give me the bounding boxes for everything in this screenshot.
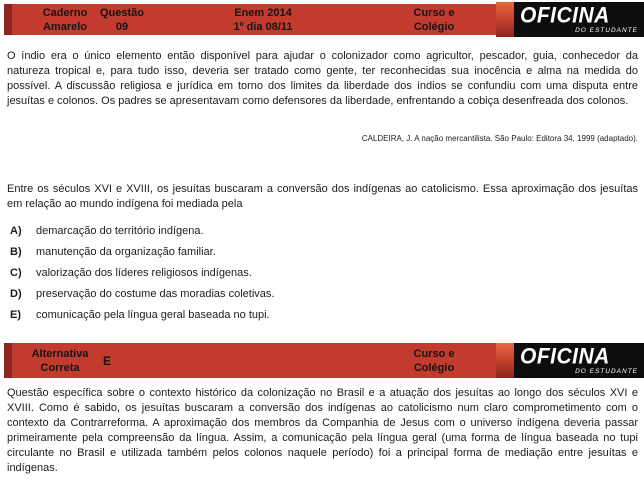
option-text: valorização dos líderes religiosos indígenas. [36, 267, 252, 279]
logo-subtitle: DO ESTUDANTE [575, 26, 638, 34]
questao-label: Questão [99, 6, 145, 19]
exam-date: 1º dia 08/11 [233, 20, 293, 33]
logo-wordmark: OFICINA [520, 2, 610, 28]
source-citation: CALDEIRA, J. A nação mercantilista. São Paulo: Editora 34, 1999 (adaptado). [361, 134, 638, 143]
curso-colegio-label [414, 347, 455, 375]
questao-field [100, 6, 144, 34]
options-list [10, 224, 630, 329]
logo-accent-stripe [496, 2, 514, 37]
passage-text: O índio era o único elemento então disponível para ajudar o colonizador como agricultor, pescador, guia, conhecedor da natureza tropical e, para tudo isso, deveria ser tratado como gente, ter reconhecidas sua inocência e alma na medida do possível. A discussão religiosa e jurídica em torno dos limites da liberdade dos índios se confundiu com uma disputa entre jesuítas e colonos. Os padres se apresentavam como defensores da liberdade, enfrentando a cobiça desenfreada dos colonos. [7, 50, 638, 107]
caderno-label: Caderno [42, 6, 88, 19]
caderno-value: Amarelo [42, 20, 88, 33]
curso-line1: Curso e [413, 347, 455, 360]
header-bar [4, 4, 644, 35]
option-letter: B) [10, 246, 22, 258]
option-row-b [10, 245, 630, 266]
option-letter: E) [10, 309, 21, 321]
questao-value: 09 [115, 20, 129, 33]
answer-bar [4, 343, 644, 378]
caderno-field [43, 6, 88, 34]
correct-answer-letter: E [102, 353, 112, 368]
option-row-d [10, 287, 630, 308]
option-text: preservação do costume das moradias coletivas. [36, 288, 275, 300]
option-text: manutenção da organização familiar. [36, 246, 216, 258]
answer-label-line1: Alternativa [31, 347, 89, 360]
option-text: comunicação pela língua geral baseada no tupi. [36, 309, 270, 321]
logo-wordmark: OFICINA [520, 343, 610, 369]
option-letter: A) [10, 225, 22, 237]
answer-label-line2: Correta [40, 361, 80, 374]
option-text: demarcação do território indígena. [36, 225, 204, 237]
logo-box [514, 343, 644, 378]
logo-subtitle: DO ESTUDANTE [575, 367, 638, 375]
option-row-a [10, 224, 630, 245]
question-stem: Entre os séculos XVI e XVIII, os jesuítas buscaram a conversão dos indígenas ao catolicismo. Essa aproximação dos jesuítas em relação ao mundo indígena foi mediada pela [7, 183, 638, 210]
oficina-logo [496, 2, 644, 37]
logo-box [514, 2, 644, 37]
curso-line2: Colégio [413, 20, 455, 33]
option-row-e [10, 308, 630, 329]
logo-accent-stripe [496, 343, 514, 378]
option-row-c [10, 266, 630, 287]
option-letter: D) [10, 288, 22, 300]
exam-field [233, 6, 292, 34]
curso-line2: Colégio [413, 361, 455, 374]
answer-label [32, 347, 89, 375]
exam-name: Enem 2014 [234, 6, 292, 19]
curso-colegio-label [414, 6, 455, 34]
option-letter: C) [10, 267, 22, 279]
curso-line1: Curso e [413, 6, 455, 19]
explanation-text: Questão específica sobre o contexto histórico da colonização no Brasil e a atuação dos jesuítas ao longo dos séculos XVI e XVIII. Como é sabido, os jesuítas buscaram a conversão dos indígenas ao catolicismo num claro comprometimento com o contexto da Contrarreforma. A aproximação dos membros da Companhia de Jesus com o universo indígena deveria passar primeiramente pela compreensão da língua. Assim, a comunicação pela língua geral (uma forma de língua baseada no tupi circulante no Brasil e utilizada também pelos colonos naquele período) foi a principal forma de mediação entre jesuítas e indígenas. [7, 387, 638, 474]
oficina-logo [496, 343, 644, 378]
